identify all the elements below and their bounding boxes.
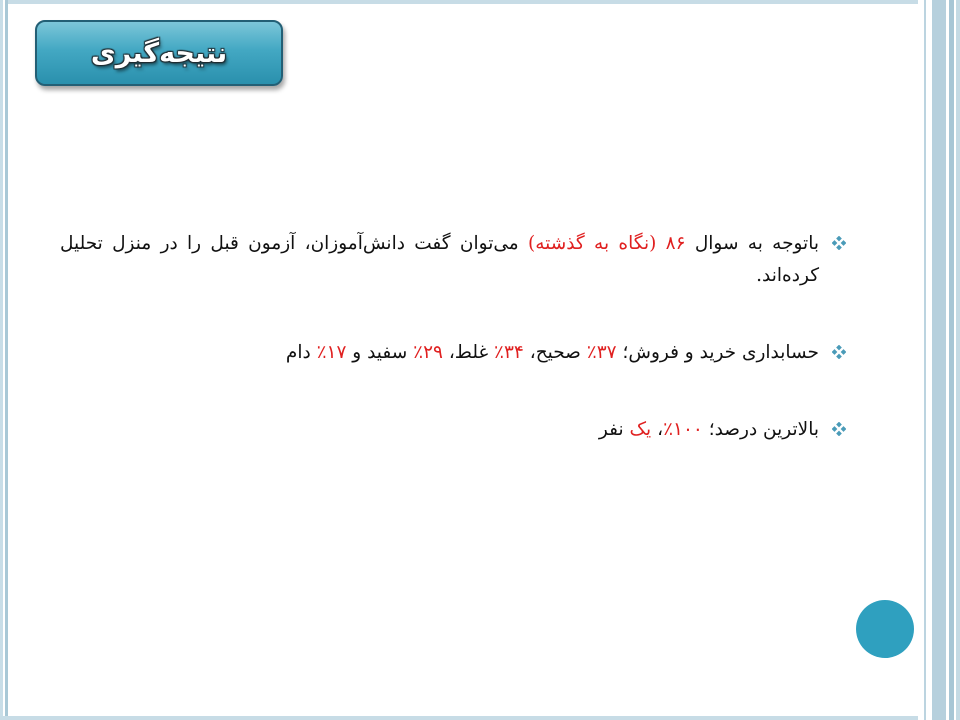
- label-blank: سفید و: [346, 342, 414, 363]
- slide-frame-bottom: [0, 716, 960, 720]
- label-trap: دام: [285, 342, 317, 363]
- question-title: (نگاه به گذشته): [527, 233, 666, 254]
- diamond-bullet-icon: [832, 422, 846, 436]
- diamond-bullet-icon: [832, 236, 846, 250]
- percent-highest: ۱۰۰٪: [663, 419, 703, 440]
- bullet-item-highest-percent: [60, 414, 846, 446]
- separator: ،: [651, 419, 664, 440]
- slide-frame-top: [0, 0, 960, 4]
- diamond-bullet-icon: [832, 345, 846, 359]
- label-person: نفر: [598, 419, 630, 440]
- decorative-circle: [856, 600, 914, 658]
- bullet-item-question-86: [60, 228, 846, 292]
- question-number: ۸۶: [665, 233, 686, 254]
- bullet-list: [60, 228, 846, 446]
- percent-wrong: ۳۴٪: [494, 342, 524, 363]
- count-one: یک: [629, 419, 652, 440]
- percent-trap: ۱۷٪: [316, 342, 347, 363]
- percent-blank: ۲۹٪: [413, 342, 443, 363]
- bullet-1-text-start: باتوجه به سوال: [685, 233, 819, 254]
- bullet-item-accounting-stats: [60, 337, 846, 369]
- bullet-2-intro: حسابداری خرید و فروش؛: [616, 342, 819, 363]
- bullet-3-intro: بالاترین درصد؛: [702, 419, 819, 440]
- slide-frame-right-stripes: [918, 0, 960, 720]
- bullet-1-text-end: می‌توان گفت دانش‌آموزان، آزمون قبل را در منزل تحلیل کرده‌اند.: [60, 233, 819, 286]
- slide-title-box: [35, 20, 283, 86]
- label-wrong: غلط،: [442, 342, 495, 363]
- slide-title: نتیجه‌گیری: [90, 37, 228, 69]
- slide-frame-left: [0, 0, 8, 720]
- label-correct: صحیح،: [523, 342, 587, 363]
- percent-correct: ۳۷٪: [586, 342, 617, 363]
